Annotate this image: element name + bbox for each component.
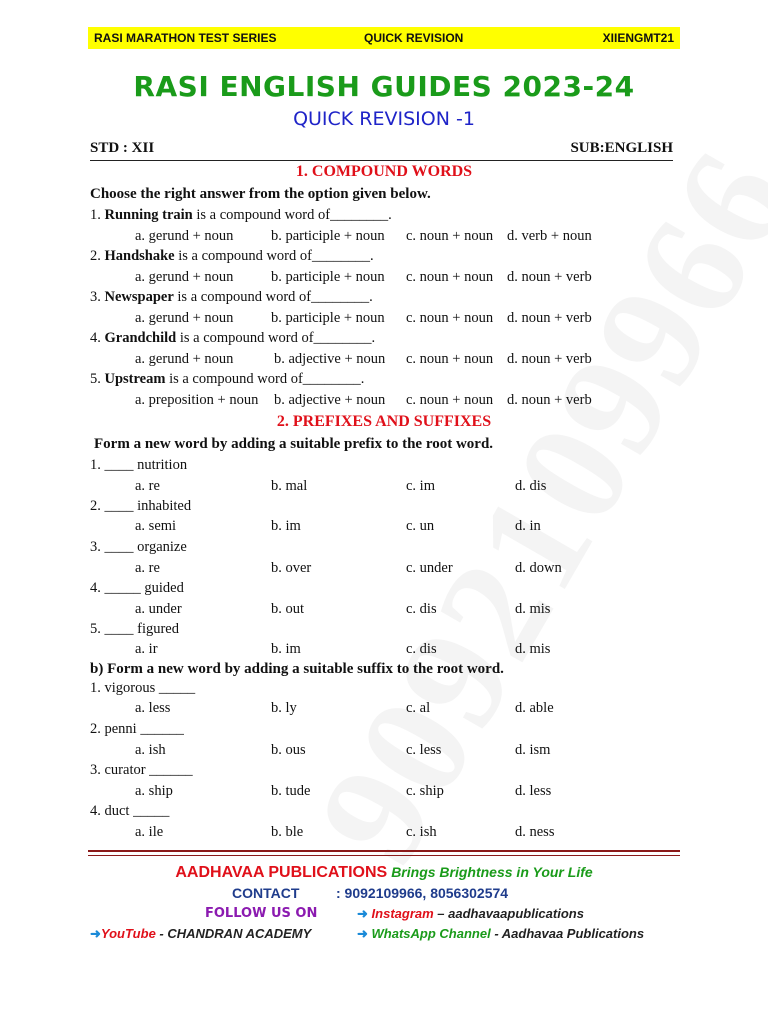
instagram-link[interactable]: ➜ Instagram – aadhavaapublications xyxy=(357,906,584,921)
instruction-compound: Choose the right answer from the option given below. xyxy=(90,186,431,202)
header-bar xyxy=(88,27,680,49)
options-row xyxy=(0,518,768,536)
question-4: 4. Grandchild is a compound word of________. xyxy=(90,330,376,346)
whatsapp-link[interactable]: ➜ WhatsApp Channel - Aadhavaa Publications xyxy=(357,926,645,941)
prefix-question-3: 3. ____ organize xyxy=(90,539,187,555)
instruction-suffix: b) Form a new word by adding a suitable suffix to the root word. xyxy=(90,661,504,677)
prefix-question-1: 1. ____ nutrition xyxy=(90,457,188,473)
page-subtitle: QUICK REVISION -1 xyxy=(293,108,475,130)
option-b: b. tude xyxy=(271,783,311,799)
option-c: c. noun + noun xyxy=(406,269,494,285)
suffix-question-2: 2. penni ______ xyxy=(90,721,184,737)
option-a: a. less xyxy=(135,700,171,716)
question-3: 3. Newspaper is a compound word of________. xyxy=(90,289,373,305)
option-a: a. gerund + noun xyxy=(135,351,234,367)
question-1: 1. Running train is a compound word of________. xyxy=(90,207,392,223)
option-d: d. ism xyxy=(515,742,551,758)
options-row xyxy=(0,269,768,287)
suffix-question-4: 4. duct _____ xyxy=(90,803,170,819)
option-d: d. down xyxy=(515,560,562,576)
options-row xyxy=(0,601,768,619)
option-d: d. mis xyxy=(515,641,551,657)
option-a: a. ship xyxy=(135,783,173,799)
option-a: a. preposition + noun xyxy=(135,392,259,408)
follow-us-label: FOLLOW US ON xyxy=(205,906,318,921)
option-d: d. noun + verb xyxy=(507,310,592,326)
instruction-prefix: Form a new word by adding a suitable prefix to the root word. xyxy=(94,436,494,452)
option-d: d. noun + verb xyxy=(507,392,592,408)
option-b: b. ous xyxy=(271,742,306,758)
option-b: b. ly xyxy=(271,700,297,716)
options-row xyxy=(0,478,768,496)
option-d: d. mis xyxy=(515,601,551,617)
option-d: d. less xyxy=(515,783,552,799)
std-row xyxy=(90,140,673,161)
option-c: c. al xyxy=(406,700,431,716)
option-c: c. noun + noun xyxy=(406,228,494,244)
options-row xyxy=(0,392,768,410)
options-row xyxy=(0,700,768,718)
options-row xyxy=(0,824,768,842)
options-row xyxy=(0,641,768,659)
publisher-line xyxy=(0,864,768,882)
header-right: XIIENGMT21 xyxy=(602,31,674,45)
options-row xyxy=(0,560,768,578)
option-c: c. un xyxy=(406,518,435,534)
section-heading-compound: 1. COMPOUND WORDS xyxy=(295,163,473,180)
option-c: c. under xyxy=(406,560,453,576)
options-row xyxy=(0,228,768,246)
option-a: a. gerund + noun xyxy=(135,269,234,285)
option-a: a. ile xyxy=(135,824,164,840)
option-b: b. over xyxy=(271,560,312,576)
prefix-question-2: 2. ____ inhabited xyxy=(90,498,192,514)
std-label: STD : XII xyxy=(90,140,155,156)
option-b: b. out xyxy=(271,601,305,617)
section-heading-prefixes: 2. PREFIXES AND SUFFIXES xyxy=(276,413,492,430)
publisher-name: AADHAVAA PUBLICATIONS xyxy=(175,864,388,881)
option-d: d. dis xyxy=(515,478,547,494)
arrow-right-icon: ➜ xyxy=(90,926,101,941)
options-row xyxy=(0,783,768,801)
option-d: d. verb + noun xyxy=(507,228,592,244)
footer-divider xyxy=(88,855,680,856)
option-c: c. less xyxy=(406,742,442,758)
option-c: c. im xyxy=(406,478,435,494)
arrow-right-icon: ➜ xyxy=(357,926,368,941)
option-b: b. adjective + noun xyxy=(274,392,386,408)
option-c: c. noun + noun xyxy=(406,310,494,326)
option-b: b. im xyxy=(271,641,301,657)
option-a: a. under xyxy=(135,601,182,617)
option-b: b. participle + noun xyxy=(271,228,385,244)
question-2: 2. Handshake is a compound word of________. xyxy=(90,248,374,264)
header-left: RASI MARATHON TEST SERIES xyxy=(94,31,277,45)
option-a: a. ish xyxy=(135,742,166,758)
option-a: a. gerund + noun xyxy=(135,310,234,326)
option-b: b. participle + noun xyxy=(271,310,385,326)
option-b: b. ble xyxy=(271,824,304,840)
contact-label: CONTACT xyxy=(232,885,300,901)
prefix-question-4: 4. _____ guided xyxy=(90,580,184,596)
option-b: b. participle + noun xyxy=(271,269,385,285)
option-d: d. noun + verb xyxy=(507,351,592,367)
youtube-link[interactable]: ➜YouTube - CHANDRAN ACADEMY xyxy=(90,926,312,941)
option-d: d. ness xyxy=(515,824,555,840)
prefix-question-5: 5. ____ figured xyxy=(90,621,179,637)
contact-phones: : 9092109966, 8056302574 xyxy=(336,885,509,901)
arrow-right-icon: ➜ xyxy=(357,906,368,921)
option-b: b. mal xyxy=(271,478,308,494)
option-c: c. ish xyxy=(406,824,437,840)
option-a: a. re xyxy=(135,560,160,576)
option-d: d. in xyxy=(515,518,541,534)
option-d: d. noun + verb xyxy=(507,269,592,285)
option-a: a. semi xyxy=(135,518,177,534)
question-5: 5. Upstream is a compound word of________. xyxy=(90,371,365,387)
page-title: RASI ENGLISH GUIDES 2023-24 xyxy=(133,70,635,103)
option-a: a. gerund + noun xyxy=(135,228,234,244)
header-center: QUICK REVISION xyxy=(364,31,464,45)
option-c: c. noun + noun xyxy=(406,392,494,408)
option-a: a. ir xyxy=(135,641,158,657)
subject-label: SUB:ENGLISH xyxy=(570,140,673,156)
suffix-question-3: 3. curator ______ xyxy=(90,762,193,778)
option-c: c. ship xyxy=(406,783,444,799)
options-row xyxy=(0,351,768,369)
option-b: b. adjective + noun xyxy=(274,351,386,367)
options-row xyxy=(0,742,768,760)
option-c: c. noun + noun xyxy=(406,351,494,367)
suffix-question-1: 1. vigorous _____ xyxy=(90,680,196,696)
option-a: a. re xyxy=(135,478,160,494)
option-b: b. im xyxy=(271,518,301,534)
footer-divider xyxy=(88,850,680,852)
option-c: c. dis xyxy=(406,601,437,617)
option-d: d. able xyxy=(515,700,554,716)
option-c: c. dis xyxy=(406,641,437,657)
options-row xyxy=(0,310,768,328)
publisher-tagline: Brings Brightness in Your Life xyxy=(391,864,593,880)
